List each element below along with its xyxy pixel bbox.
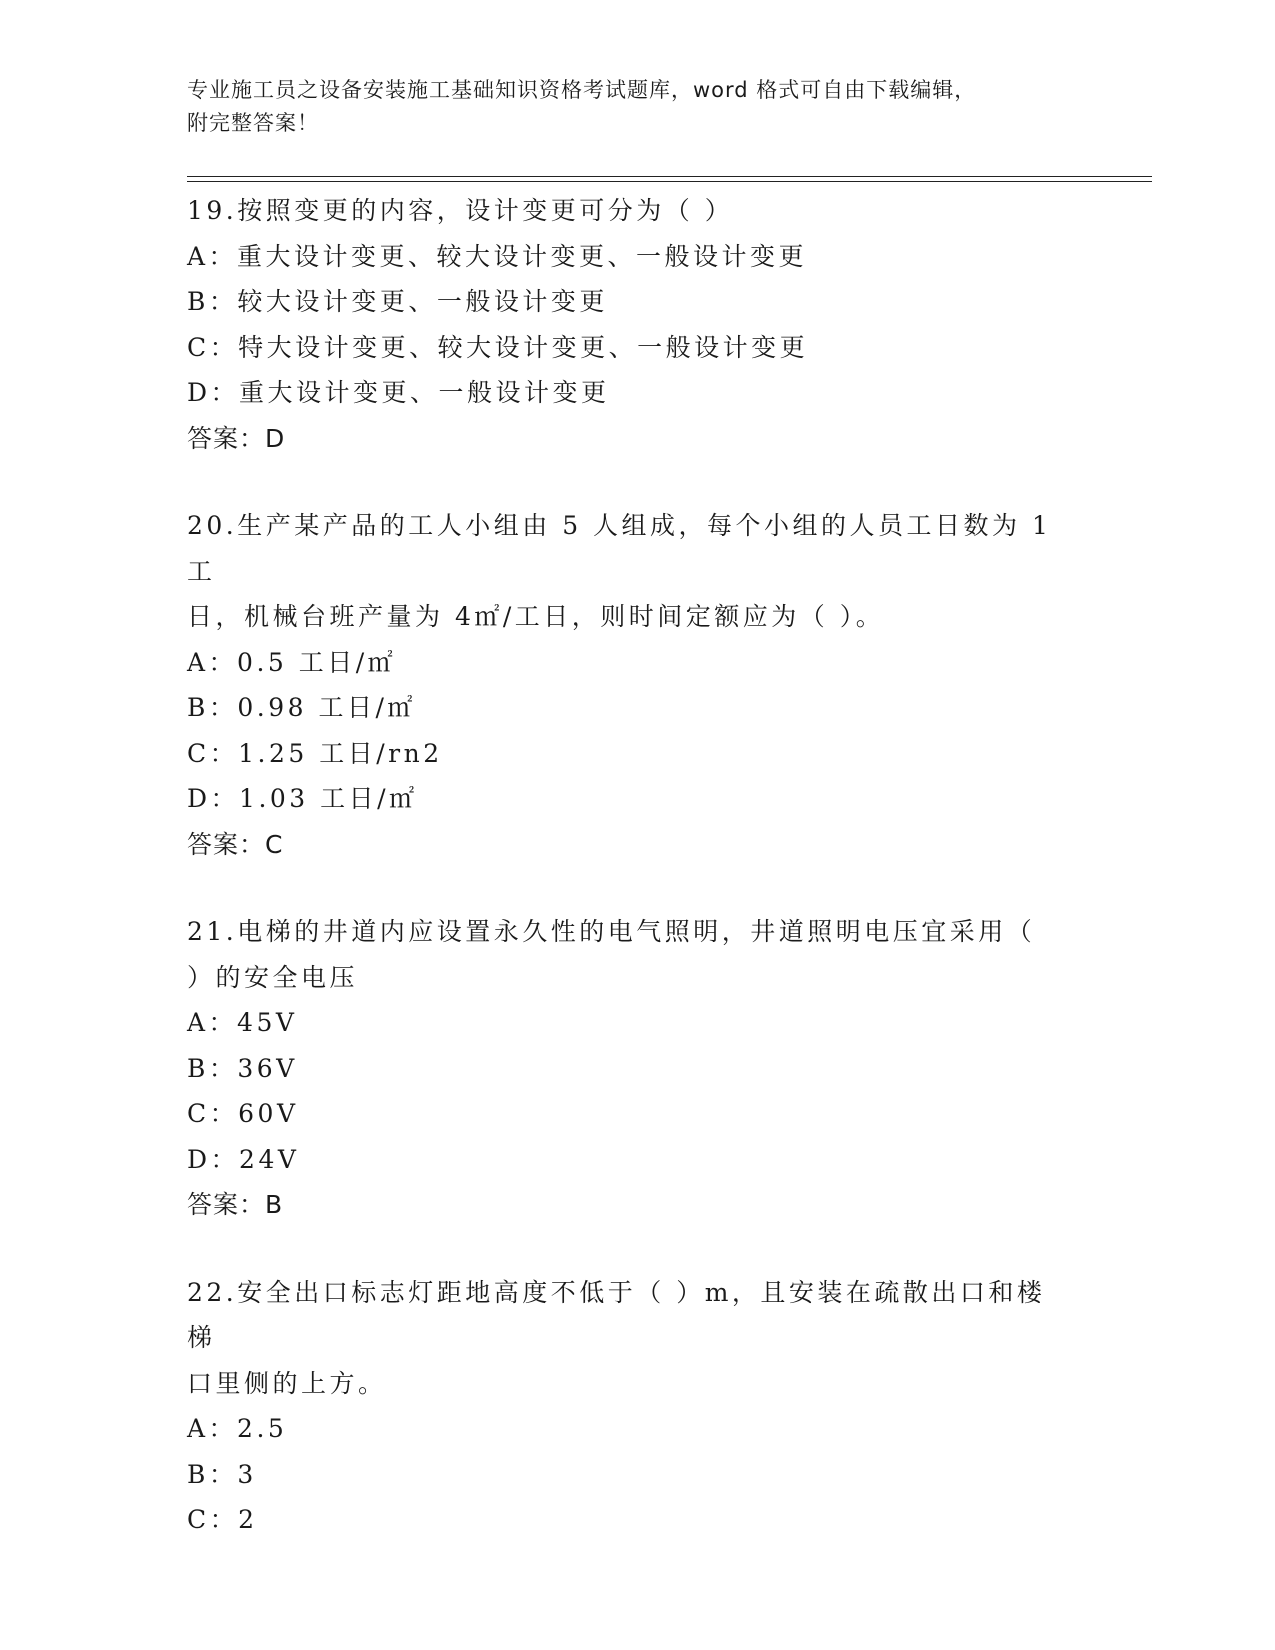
header-title-line-1: 专业施工员之设备安装施工基础知识资格考试题库，word 格式可自由下载编辑， bbox=[187, 78, 977, 102]
option-b: B：3 bbox=[187, 1459, 257, 1489]
answer-line: 答案：B bbox=[187, 1190, 284, 1219]
option-a: A：重大设计变更、较大设计变更、一般设计变更 bbox=[187, 241, 808, 271]
document-header bbox=[187, 74, 1067, 140]
header-divider-bottom bbox=[187, 181, 1152, 182]
answer-line: 答案：D bbox=[187, 423, 286, 453]
option-d: D：1.03 工日/㎡ bbox=[187, 784, 418, 813]
option-a: A：2.5 bbox=[187, 1414, 288, 1443]
question-stem: 21.电梯的井道内应设置永久性的电气照明，井道照明电压宜采用（ bbox=[187, 917, 1036, 946]
option-c: C：2 bbox=[187, 1505, 258, 1534]
question-22 bbox=[187, 1270, 1087, 1543]
question-19 bbox=[187, 188, 1087, 461]
question-stem: 19.按照变更的内容，设计变更可分为（ ） bbox=[187, 196, 734, 225]
header-divider-top bbox=[187, 176, 1152, 177]
question-stem: 22.安全出口标志灯距地高度不低于（ ）m，且安装在疏散出口和楼梯 bbox=[187, 1277, 1046, 1352]
question-list bbox=[187, 188, 1087, 1585]
header-title-line-2: 附完整答案！ bbox=[187, 111, 319, 135]
option-b: B：较大设计变更、一般设计变更 bbox=[187, 287, 608, 316]
option-d: D：24V bbox=[187, 1144, 300, 1174]
question-stem-continued: 口里侧的上方。 bbox=[187, 1368, 387, 1398]
option-b: B：0.98 工日/㎡ bbox=[187, 693, 416, 722]
option-c: C：60V bbox=[187, 1099, 299, 1128]
option-a: A：0.5 工日/㎡ bbox=[187, 647, 397, 677]
option-c: C：特大设计变更、较大设计变更、一般设计变更 bbox=[187, 332, 809, 362]
question-stem-continued: 日，机械台班产量为 4㎡/工日，则时间定额应为（ ）。 bbox=[187, 602, 885, 631]
option-c: C：1.25 工日/rn2 bbox=[187, 738, 443, 768]
question-stem-continued: ）的安全电压 bbox=[187, 962, 359, 992]
option-b: B：36V bbox=[187, 1053, 298, 1083]
question-20 bbox=[187, 503, 1087, 867]
option-d: D：重大设计变更、一般设计变更 bbox=[187, 378, 610, 407]
question-stem: 20.生产某产品的工人小组由 5 人组成，每个小组的人员工日数为 1 工 bbox=[187, 511, 1052, 586]
answer-line: 答案：C bbox=[187, 829, 284, 859]
question-21 bbox=[187, 909, 1087, 1228]
option-a: A：45V bbox=[187, 1008, 298, 1037]
